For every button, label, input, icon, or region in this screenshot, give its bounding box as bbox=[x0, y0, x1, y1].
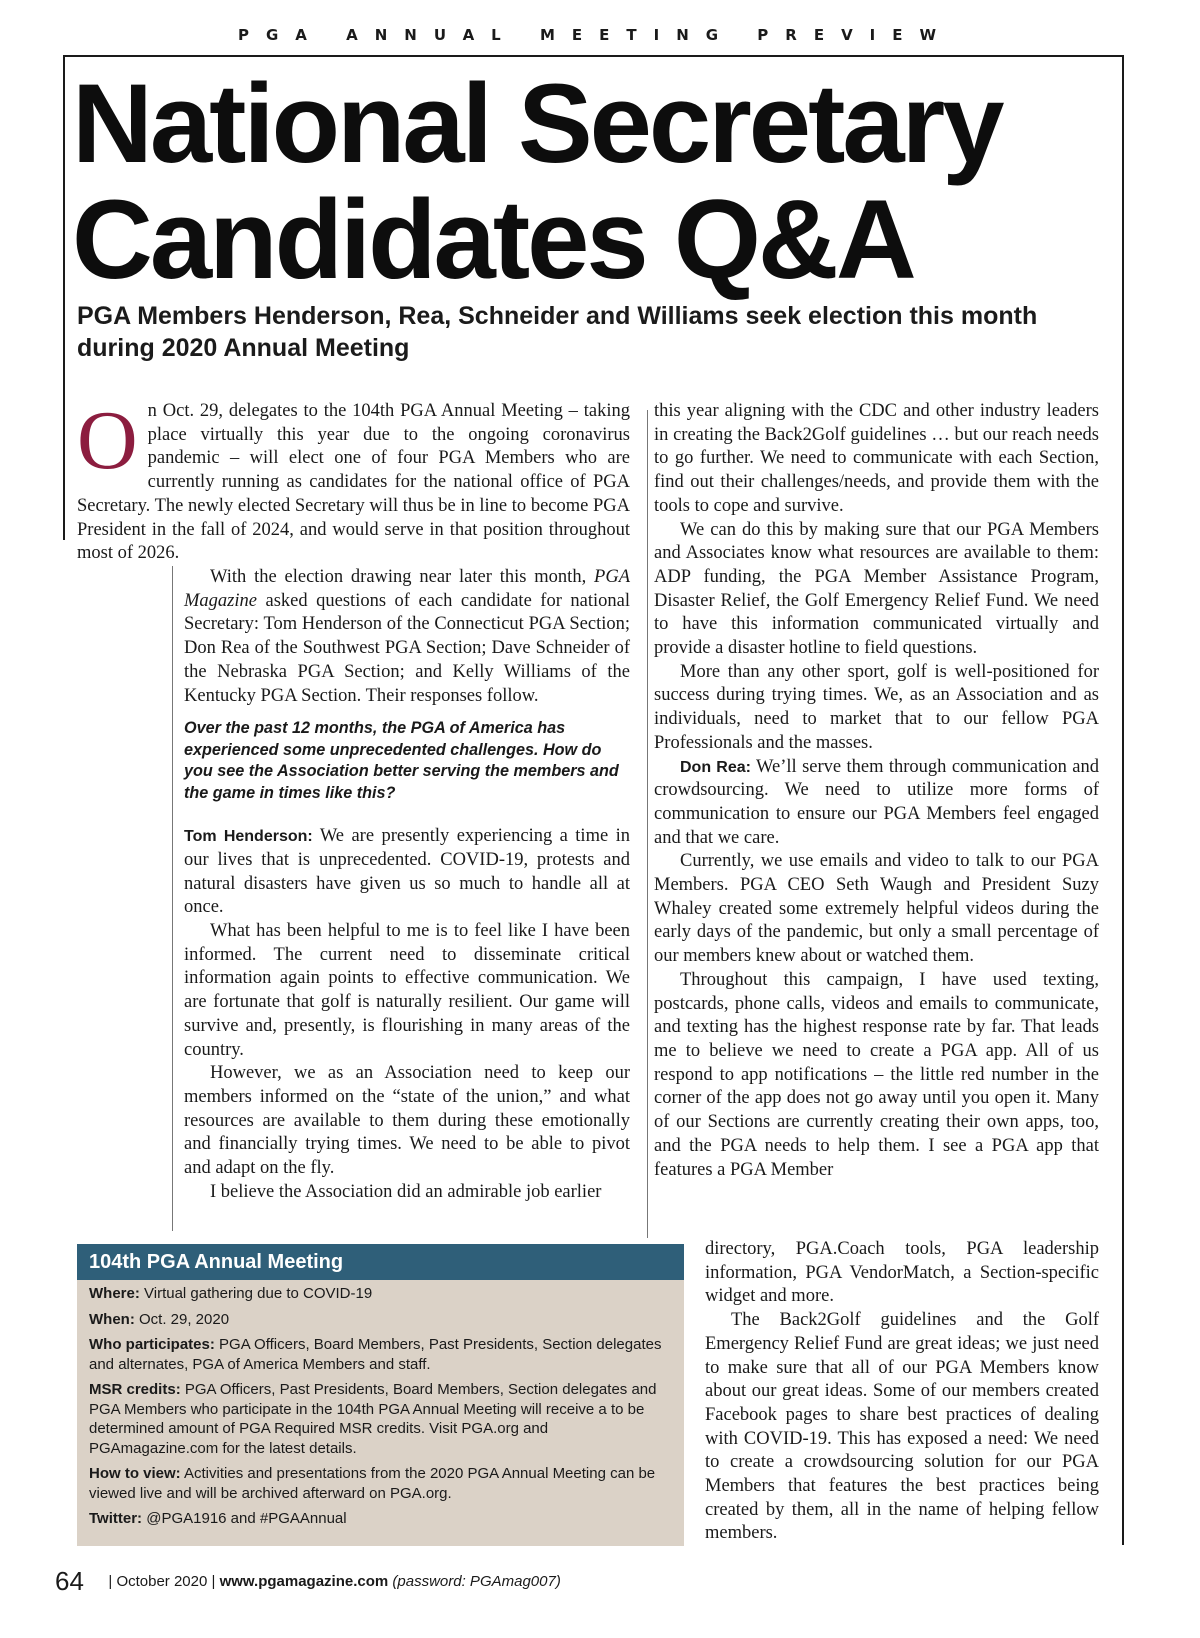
sidebar-row-msr-credits: MSR credits: PGA Officers, Past Presidents, Board Members, Section delegates and PGA Members who participate in the 104th PGA Annual Meeting will receive a to be determined amount of PGA Required MSR credits. Visit PGA.org and PGAmagazine.com for the latest details. bbox=[89, 1381, 657, 1457]
article-paragraph: this year aligning with the CDC and other industry leaders in creating the Back2Golf guidelines … but our reach needs to go further. We need to communicate with each Section, find out their challenges/needs, and provide them with the tools to cope and survive. bbox=[654, 401, 1099, 516]
sidebar-row-twitter: Twitter: @PGA1916 and #PGAAnnual bbox=[89, 1510, 347, 1527]
drop-cap: O bbox=[77, 394, 138, 487]
article-paragraph: More than any other sport, golf is well-positioned for success during trying times. We, as an Association and as individuals, need to market that to our fellow PGA Professionals and the masses. bbox=[654, 661, 1099, 753]
frame-rule-left bbox=[63, 55, 65, 540]
interview-question: Over the past 12 months, the PGA of America has experienced some unprecedented challenges. How do you see the Association better serving the members and the game in times like this? bbox=[184, 719, 619, 802]
frame-rule-right bbox=[1122, 55, 1124, 1545]
speaker-henderson: Tom Henderson: bbox=[184, 828, 313, 846]
article-column-2 bbox=[654, 400, 1099, 1182]
frame-rule-inner-left bbox=[172, 566, 173, 1231]
article-column-2-continued bbox=[705, 1238, 1099, 1546]
annual-meeting-sidebar bbox=[77, 1244, 684, 1546]
article-intro bbox=[77, 394, 630, 566]
sidebar-row-how-to-view: How to view: Activities and presentations from the 2020 PGA Annual Meeting can be viewed live and will be archived afterward on PGA.org. bbox=[89, 1465, 656, 1502]
article-paragraph: directory, PGA.Coach tools, PGA leadership information, PGA VendorMatch, a Section-specific widget and more. bbox=[705, 1239, 1099, 1307]
article-paragraph: I believe the Association did an admirable job earlier bbox=[210, 1181, 602, 1202]
article-column-1 bbox=[184, 566, 630, 1204]
sidebar-row-when: When: Oct. 29, 2020 bbox=[89, 1310, 230, 1328]
article-paragraph: Throughout this campaign, I have used texting, postcards, phone calls, videos and emails to communicate, and texting has the highest response rate by far. That leads me to believe we need to create a PGA app. All of us respond to app notifications – the little red number in the corner of the app does not go away until you open it. Many of our Sections are currently creating their own apps, too, and the PGA needs to help them. I see a PGA app that features a PGA Member bbox=[654, 969, 1099, 1180]
footer-url[interactable]: www.pgamagazine.com bbox=[219, 1573, 389, 1590]
article-paragraph: Don Rea: We’ll serve them through communication and crowdsourcing. We need to utilize more forms of communication to ensure our PGA Members feel engaged and that we care. bbox=[654, 756, 1099, 848]
page-footer bbox=[55, 1566, 1055, 1600]
article-paragraph: Currently, we use emails and video to talk to our PGA Members. PGA CEO Seth Waugh and President Suzy Whaley created some extremely helpful videos during the early days of the pandemic, but only a small percentage of our members knew about or watched them. bbox=[654, 851, 1099, 967]
article-paragraph: We can do this by making sure that our PGA Members and Associates know what resources are available to them: ADP funding, the PGA Member Assistance Program, Disaster Relief, the Golf Emergency Relief Fund. We need to have this information communicated virtually and provide a disaster hotline to field questions. bbox=[654, 519, 1099, 659]
column-divider bbox=[647, 410, 648, 1238]
magazine-title: PGA Magazine bbox=[184, 567, 630, 611]
footer-issue: | October 2020 | www.pgamagazine.com (password: PGAmag007) bbox=[108, 1573, 561, 1590]
article-paragraph: What has been helpful to me is to feel like I have been informed. The current need to disseminate critical information again points to effective communication. We are fortunate that golf is naturally resilient. Our game will survive and, presently, is flourishing in many areas of the country. bbox=[184, 921, 630, 1060]
article-paragraph: However, we as an Association need to keep our members informed on the “state of the union,” and what resources are available to them during these emotionally and financially trying times. We need to be able to pivot and adapt on the fly. bbox=[184, 1063, 630, 1179]
sidebar-row-where: Where: Virtual gathering due to COVID-19 bbox=[89, 1285, 373, 1302]
speaker-rea: Don Rea: bbox=[680, 758, 751, 776]
sidebar-title: 104th PGA Annual Meeting bbox=[77, 1244, 684, 1280]
article-paragraph: Tom Henderson: We are presently experiencing a time in our lives that is unprecedented. COVID-19, protests and natural disasters have given us so much to handle all at once. bbox=[184, 826, 630, 918]
sidebar-body bbox=[77, 1280, 684, 1529]
frame-rule-top bbox=[63, 55, 1123, 57]
deck-subtitle: PGA Members Henderson, Rea, Schneider and Williams seek election this month during 2020 Annual Meeting bbox=[77, 302, 1038, 362]
section-kicker: PGA ANNUAL MEETING PREVIEW bbox=[238, 26, 954, 44]
sidebar-row-participants: Who participates: PGA Officers, Board Members, Past Presidents, Section delegates and alternates, PGA of America Members and staff. bbox=[89, 1336, 662, 1373]
article-paragraph: With the election drawing near later this month, PGA Magazine asked questions of each candidate for national Secretary: Tom Henderson of the Connecticut PGA Section; Don Rea of the Southwest PGA Section; Dave Schneider of the Nebraska PGA Section; and Kelly Williams of the Kentucky PGA Section. Their responses follow. bbox=[184, 567, 630, 706]
intro-paragraph: n Oct. 29, delegates to the 104th PGA Annual Meeting – taking place virtually this year due to the ongoing coronavirus pandemic – will elect one of four PGA Members who are currently running as candidates for the national office of PGA Secretary. The newly elected Secretary will thus be in line to become PGA President in the fall of 2024, and would serve in that position throughout most of 2026. bbox=[77, 401, 630, 564]
article-paragraph: The Back2Golf guidelines and the Golf Emergency Relief Fund are great ideas; we just need to make sure that all of our PGA Members know about our great ideas. Some of our members created Facebook pages to share best practices of dealing with COVID-19. This has exposed a need: We need to create a crowdsourcing solution for our PGA Members that features the best practices being created by them, all in the name of helping fellow members. bbox=[705, 1310, 1099, 1544]
headline: National Secretary Candidates Q&A bbox=[72, 61, 1002, 302]
page-number: 64 bbox=[55, 1566, 84, 1596]
footer-password: (password: PGAmag007) bbox=[392, 1573, 561, 1590]
